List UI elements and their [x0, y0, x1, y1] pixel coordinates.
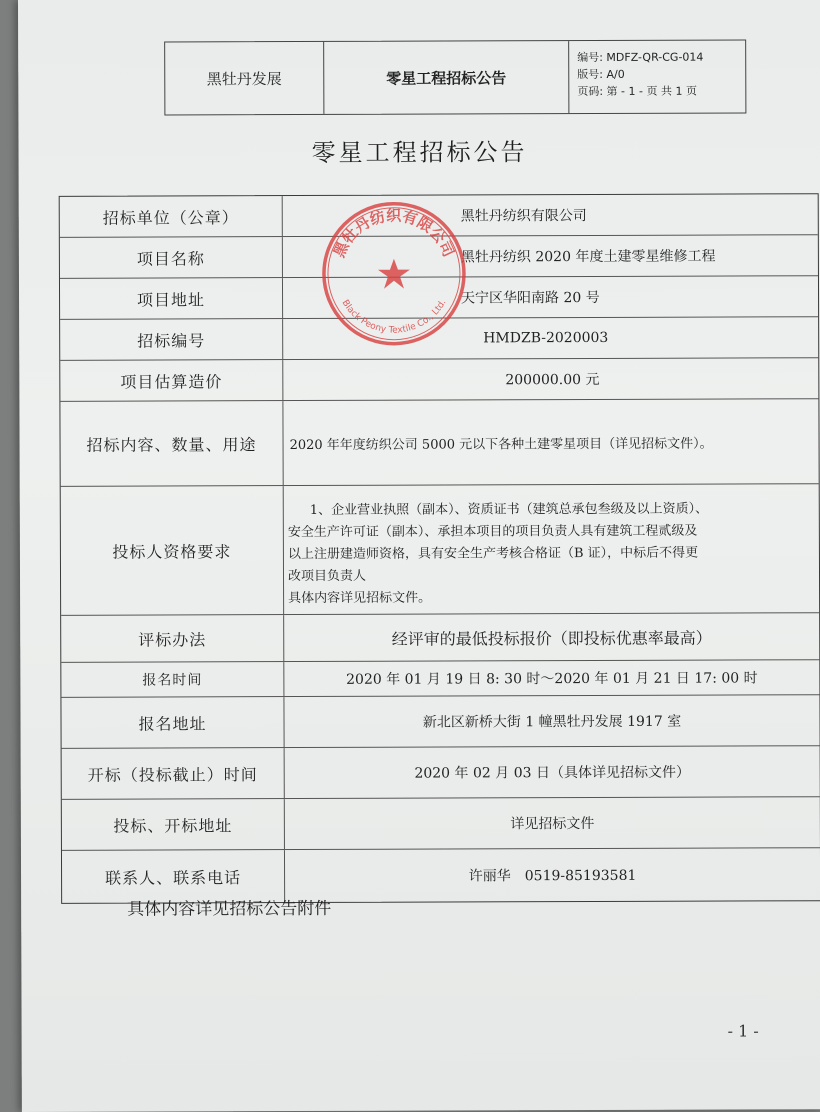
table-row — [60, 316, 818, 360]
table-row — [60, 194, 818, 237]
row-value: 许丽华 0519-85193581 — [468, 867, 637, 885]
qualification-line: 1、企业营业执照（副本）、资质证书（建筑总承包叁级及以上资质）、 — [309, 501, 709, 518]
table-row — [61, 694, 819, 748]
row-label: 项目名称 — [60, 237, 283, 278]
table-row — [62, 745, 820, 799]
page-number: - 1 - — [727, 1021, 759, 1041]
row-label: 项目估算造价 — [60, 360, 283, 401]
header-company: 黑牡丹发展 — [165, 42, 324, 115]
row-value: 黑牡丹纺织有限公司 — [460, 208, 587, 225]
form-header — [164, 39, 746, 115]
table-row — [60, 398, 818, 486]
row-label: 投标、开标地址 — [62, 799, 285, 850]
qualification-line: 具体内容详见招标文件。 — [288, 590, 432, 607]
qualification-line: 以上注册建造师资格，具有安全生产考核合格证（B 证），中标后不得更 — [287, 545, 699, 563]
table-row — [62, 796, 820, 850]
table-row — [60, 357, 818, 401]
table-row — [60, 234, 818, 278]
row-value: 2020 年 01 月 19 日 8: 30 时～2020 年 01 月 21 日 17: 00 时 — [346, 670, 758, 688]
row-value: 黑牡丹纺织 2020 年度土建零星维修工程 — [460, 248, 716, 266]
row-value: 200000.00 元 — [505, 371, 600, 389]
row-value: 经评审的最低投标报价（即投标优惠率最高） — [391, 628, 712, 649]
tender-table — [59, 193, 820, 904]
row-value: 2020 年年度纺织公司 5000 元以下各种土建零星项目（详见招标文件）。 — [289, 436, 713, 453]
row-label: 招标内容、数量、用途 — [60, 401, 283, 486]
row-value: 2020 年 02 月 03 日（具体详见招标文件） — [414, 764, 690, 782]
row-value: HMDZB-2020003 — [483, 329, 609, 347]
row-value: 天宁区华阳南路 20 号 — [461, 289, 600, 307]
header-page: 页码: 第 - 1 - 页 共 1 页 — [577, 84, 697, 99]
header-version: 版号: A/0 — [577, 67, 625, 82]
row-label: 招标编号 — [60, 319, 283, 360]
qualification-text — [284, 484, 819, 614]
seal-text-cn: 黑牡丹纺织有限公司 — [329, 206, 458, 261]
row-label: 开标（投标截止）时间 — [62, 748, 285, 799]
qualification-line: 改项目负责人 — [287, 568, 367, 585]
row-label: 投标人资格要求 — [61, 486, 284, 615]
document-page — [18, 0, 820, 1112]
row-label: 报名时间 — [61, 662, 284, 697]
row-value: 详见招标文件 — [510, 815, 595, 833]
header-doc-no: 编号: MDFZ-QR-CG-014 — [577, 50, 704, 65]
row-label: 项目地址 — [60, 278, 283, 319]
table-row — [61, 612, 819, 662]
row-label: 联系人、联系电话 — [62, 850, 285, 903]
row-label: 报名地址 — [61, 697, 284, 748]
row-label: 招标单位（公章） — [60, 196, 283, 237]
table-row — [60, 275, 818, 319]
qualification-line: 安全生产许可证（副本）、承担本项目的项目负责人具有建筑工程贰级及 — [287, 523, 698, 541]
header-meta — [569, 40, 745, 113]
table-row — [61, 659, 819, 697]
row-label: 评标办法 — [61, 615, 284, 662]
row-value: 新北区新桥大街 1 幢黑牡丹发展 1917 室 — [422, 713, 682, 731]
header-form-title: 零星工程招标公告 — [324, 41, 569, 114]
document-title: 零星工程招标公告 — [311, 138, 528, 167]
seal-text-en: Black Peony Textile Co., Ltd. — [339, 298, 449, 336]
table-row — [61, 483, 819, 615]
footer-note: 具体内容详见招标公告附件 — [127, 898, 332, 920]
